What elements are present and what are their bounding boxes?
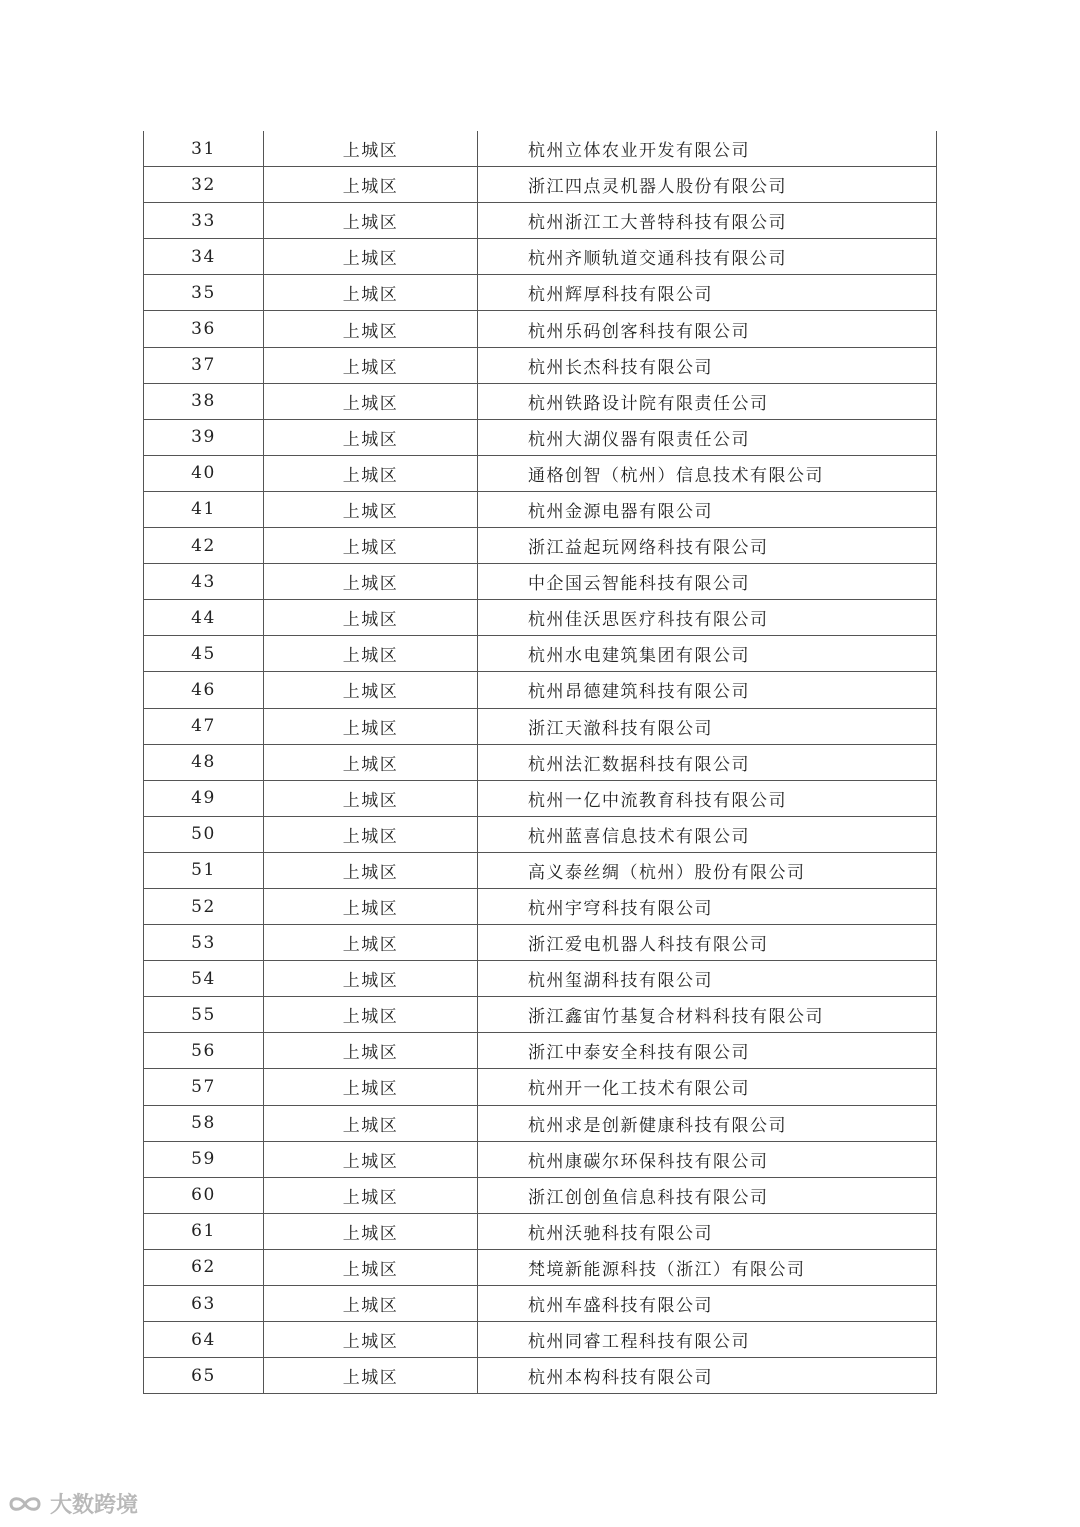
cell-district: 上城区 — [264, 997, 478, 1033]
table-body — [144, 131, 937, 1394]
table-row — [144, 203, 937, 239]
cell-number: 55 — [144, 997, 264, 1033]
cell-number: 64 — [144, 1322, 264, 1358]
cell-number: 62 — [144, 1249, 264, 1285]
table-row — [144, 1069, 937, 1105]
cell-company-name: 通格创智（杭州）信息技术有限公司 — [478, 455, 937, 491]
table-row — [144, 780, 937, 816]
cell-company-name: 浙江天澈科技有限公司 — [478, 708, 937, 744]
cell-number: 47 — [144, 708, 264, 744]
table-row — [144, 1286, 937, 1322]
cell-company-name: 杭州佳沃思医疗科技有限公司 — [478, 600, 937, 636]
cell-number: 41 — [144, 491, 264, 527]
table-row — [144, 997, 937, 1033]
table-row — [144, 347, 937, 383]
cell-district: 上城区 — [264, 383, 478, 419]
table-row — [144, 672, 937, 708]
cell-number: 65 — [144, 1358, 264, 1394]
cell-number: 58 — [144, 1105, 264, 1141]
table-row — [144, 1249, 937, 1285]
cell-company-name: 中企国云智能科技有限公司 — [478, 564, 937, 600]
cell-district: 上城区 — [264, 167, 478, 203]
cell-number: 32 — [144, 167, 264, 203]
cell-district: 上城区 — [264, 564, 478, 600]
cell-number: 50 — [144, 816, 264, 852]
cell-number: 33 — [144, 203, 264, 239]
cell-district: 上城区 — [264, 1105, 478, 1141]
cell-district: 上城区 — [264, 672, 478, 708]
cell-company-name: 杭州长杰科技有限公司 — [478, 347, 937, 383]
cell-company-name: 浙江爱电机器人科技有限公司 — [478, 925, 937, 961]
cell-company-name: 杭州一亿中流教育科技有限公司 — [478, 780, 937, 816]
cell-district: 上城区 — [264, 816, 478, 852]
table-row — [144, 239, 937, 275]
cell-number: 49 — [144, 780, 264, 816]
cell-district: 上城区 — [264, 744, 478, 780]
cell-company-name: 杭州蓝喜信息技术有限公司 — [478, 816, 937, 852]
cell-company-name: 杭州浙江工大普特科技有限公司 — [478, 203, 937, 239]
cell-district: 上城区 — [264, 239, 478, 275]
cell-company-name: 杭州康碳尔环保科技有限公司 — [478, 1141, 937, 1177]
cell-company-name: 杭州同睿工程科技有限公司 — [478, 1322, 937, 1358]
table-row — [144, 816, 937, 852]
watermark — [6, 1488, 138, 1519]
table-row — [144, 888, 937, 924]
cell-company-name: 杭州乐码创客科技有限公司 — [478, 311, 937, 347]
cell-number: 37 — [144, 347, 264, 383]
table-row — [144, 311, 937, 347]
cell-district: 上城区 — [264, 1033, 478, 1069]
cell-number: 56 — [144, 1033, 264, 1069]
cell-company-name: 杭州求是创新健康科技有限公司 — [478, 1105, 937, 1141]
cell-company-name: 杭州金源电器有限公司 — [478, 491, 937, 527]
cell-company-name: 浙江四点灵机器人股份有限公司 — [478, 167, 937, 203]
cell-district: 上城区 — [264, 1177, 478, 1213]
table-row — [144, 275, 937, 311]
table-row — [144, 852, 937, 888]
table-row — [144, 1141, 937, 1177]
cell-company-name: 杭州水电建筑集团有限公司 — [478, 636, 937, 672]
table-row — [144, 1322, 937, 1358]
cell-number: 34 — [144, 239, 264, 275]
cell-company-name: 杭州辉厚科技有限公司 — [478, 275, 937, 311]
cell-district: 上城区 — [264, 852, 478, 888]
table-row — [144, 708, 937, 744]
cell-company-name: 浙江中泰安全科技有限公司 — [478, 1033, 937, 1069]
cell-number: 38 — [144, 383, 264, 419]
cell-company-name: 杭州本构科技有限公司 — [478, 1358, 937, 1394]
cell-district: 上城区 — [264, 708, 478, 744]
cell-district: 上城区 — [264, 636, 478, 672]
cell-company-name: 杭州大湖仪器有限责任公司 — [478, 419, 937, 455]
cell-number: 31 — [144, 131, 264, 167]
table-row — [144, 131, 937, 167]
cell-number: 45 — [144, 636, 264, 672]
cell-district: 上城区 — [264, 1141, 478, 1177]
cell-district: 上城区 — [264, 311, 478, 347]
cell-district: 上城区 — [264, 491, 478, 527]
cell-district: 上城区 — [264, 888, 478, 924]
cell-number: 48 — [144, 744, 264, 780]
cell-district: 上城区 — [264, 1322, 478, 1358]
table-row — [144, 636, 937, 672]
cell-number: 60 — [144, 1177, 264, 1213]
cell-district: 上城区 — [264, 131, 478, 167]
cell-number: 35 — [144, 275, 264, 311]
cell-district: 上城区 — [264, 780, 478, 816]
cell-district: 上城区 — [264, 1213, 478, 1249]
cell-number: 46 — [144, 672, 264, 708]
table-row — [144, 167, 937, 203]
table-row — [144, 925, 937, 961]
cell-number: 44 — [144, 600, 264, 636]
cell-number: 54 — [144, 961, 264, 997]
cell-district: 上城区 — [264, 419, 478, 455]
table-row — [144, 564, 937, 600]
company-list-table — [143, 131, 937, 1394]
cell-district: 上城区 — [264, 1249, 478, 1285]
table-row — [144, 1213, 937, 1249]
cell-number: 59 — [144, 1141, 264, 1177]
cell-district: 上城区 — [264, 347, 478, 383]
cell-company-name: 杭州开一化工技术有限公司 — [478, 1069, 937, 1105]
cell-district: 上城区 — [264, 203, 478, 239]
cell-district: 上城区 — [264, 528, 478, 564]
cell-number: 52 — [144, 888, 264, 924]
cell-number: 63 — [144, 1286, 264, 1322]
cell-number: 36 — [144, 311, 264, 347]
cell-company-name: 杭州齐顺轨道交通科技有限公司 — [478, 239, 937, 275]
cell-company-name: 杭州玺湖科技有限公司 — [478, 961, 937, 997]
infinity-logo-icon — [6, 1493, 44, 1515]
table-row — [144, 1177, 937, 1213]
table-row — [144, 491, 937, 527]
cell-number: 39 — [144, 419, 264, 455]
table-row — [144, 455, 937, 491]
table-row — [144, 419, 937, 455]
cell-district: 上城区 — [264, 275, 478, 311]
cell-district: 上城区 — [264, 1286, 478, 1322]
cell-number: 57 — [144, 1069, 264, 1105]
watermark-text: 大数跨境 — [50, 1493, 139, 1518]
cell-number: 61 — [144, 1213, 264, 1249]
cell-company-name: 杭州立体农业开发有限公司 — [478, 131, 937, 167]
table-row — [144, 744, 937, 780]
cell-district: 上城区 — [264, 455, 478, 491]
cell-district: 上城区 — [264, 961, 478, 997]
cell-number: 40 — [144, 455, 264, 491]
cell-company-name: 杭州宇穹科技有限公司 — [478, 888, 937, 924]
cell-company-name: 杭州昂德建筑科技有限公司 — [478, 672, 937, 708]
cell-number: 51 — [144, 852, 264, 888]
cell-company-name: 浙江创创鱼信息科技有限公司 — [478, 1177, 937, 1213]
table-row — [144, 1105, 937, 1141]
cell-number: 42 — [144, 528, 264, 564]
cell-company-name: 浙江鑫宙竹基复合材料科技有限公司 — [478, 997, 937, 1033]
table-row — [144, 528, 937, 564]
cell-number: 43 — [144, 564, 264, 600]
cell-district: 上城区 — [264, 925, 478, 961]
cell-company-name: 高义泰丝绸（杭州）股份有限公司 — [478, 852, 937, 888]
table-row — [144, 1033, 937, 1069]
cell-company-name: 杭州沃驰科技有限公司 — [478, 1213, 937, 1249]
cell-district: 上城区 — [264, 1069, 478, 1105]
cell-district: 上城区 — [264, 600, 478, 636]
cell-company-name: 浙江益起玩网络科技有限公司 — [478, 528, 937, 564]
cell-number: 53 — [144, 925, 264, 961]
table-row — [144, 1358, 937, 1394]
cell-company-name: 杭州法汇数据科技有限公司 — [478, 744, 937, 780]
cell-company-name: 杭州铁路设计院有限责任公司 — [478, 383, 937, 419]
cell-district: 上城区 — [264, 1358, 478, 1394]
cell-company-name: 杭州车盛科技有限公司 — [478, 1286, 937, 1322]
table-row — [144, 600, 937, 636]
table-row — [144, 961, 937, 997]
cell-company-name: 梵境新能源科技（浙江）有限公司 — [478, 1249, 937, 1285]
table-row — [144, 383, 937, 419]
